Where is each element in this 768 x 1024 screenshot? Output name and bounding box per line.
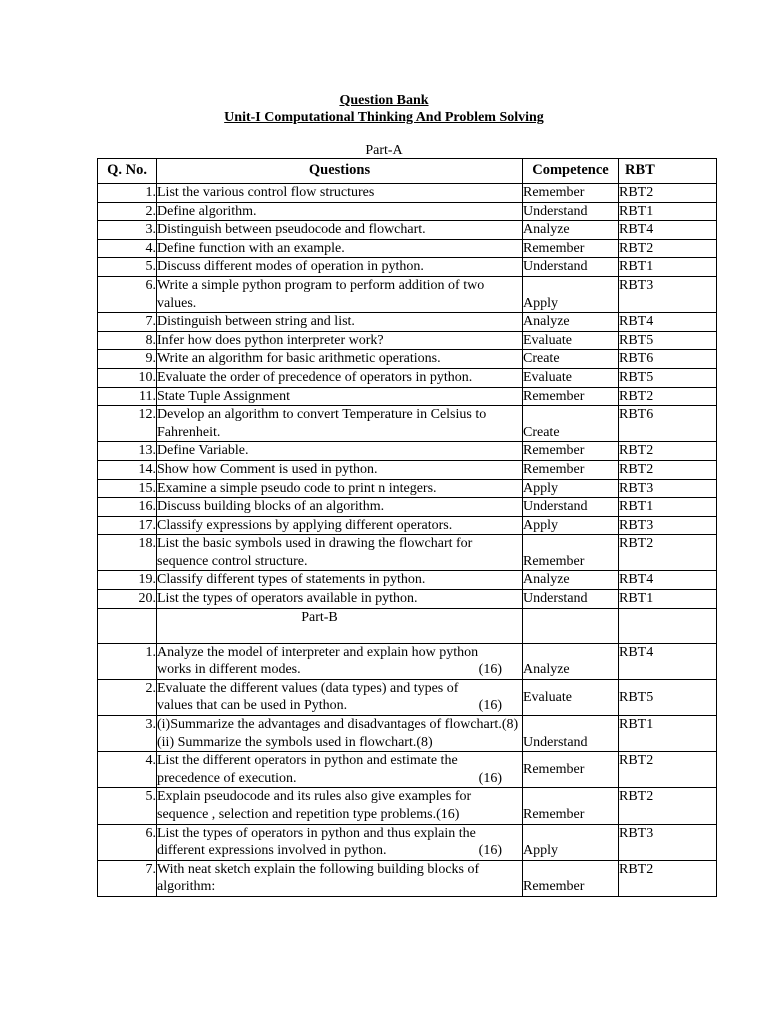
table-row [98, 239, 717, 258]
rbt-cell: RBT2 [619, 239, 717, 258]
competence-cell: Remember [523, 535, 619, 571]
table-row [98, 590, 717, 609]
marks: (16) [478, 770, 502, 786]
question-text [157, 752, 523, 788]
question-text: Show how Comment is used in python. [157, 460, 523, 479]
competence-cell: Understand [523, 258, 619, 277]
rbt-cell: RBT2 [619, 860, 717, 896]
table-row [98, 516, 717, 535]
question-text: Infer how does python interpreter work? [157, 331, 523, 350]
table-row [98, 313, 717, 332]
part-b-label: Part-B [301, 609, 338, 625]
question-number: 4. [98, 752, 157, 788]
question-number: 12. [98, 406, 157, 442]
table-row [98, 184, 717, 203]
competence-cell: Apply [523, 479, 619, 498]
competence-cell: Remember [523, 460, 619, 479]
question-number: 6. [98, 824, 157, 860]
competence-cell: Remember [523, 239, 619, 258]
rbt-cell: RBT1 [619, 202, 717, 221]
table-row [98, 571, 717, 590]
question-text: Discuss different modes of operation in python. [157, 258, 523, 277]
question-number: 8. [98, 331, 157, 350]
part-b-section [98, 608, 717, 643]
question-line [157, 842, 522, 860]
document-title: Question Bank [339, 93, 429, 108]
question-line [157, 878, 522, 896]
rbt-cell: RBT1 [619, 498, 717, 517]
question-number: 7. [98, 860, 157, 896]
table-row [98, 643, 717, 679]
question-text: Write an algorithm for basic arithmetic operations. [157, 350, 523, 369]
question-number: 11. [98, 387, 157, 406]
question-text: Write a simple python program to perform addition of two values. [157, 276, 523, 312]
question-line-text: values that can be used in Python. [157, 698, 348, 714]
table-row [98, 679, 717, 715]
table-row [98, 498, 717, 517]
column-header-no: Q. No. [98, 159, 157, 184]
question-line: List the types of operators in python and thus explain the [157, 825, 476, 841]
table-row [98, 350, 717, 369]
rbt-cell: RBT2 [619, 788, 717, 824]
column-header-question: Questions [157, 159, 523, 184]
question-text: Define algorithm. [157, 202, 523, 221]
rbt-cell: RBT5 [619, 368, 717, 387]
rbt-cell: RBT4 [619, 643, 717, 679]
question-line-text: algorithm: [157, 879, 216, 895]
competence-cell: Create [523, 350, 619, 369]
rbt-cell: RBT3 [619, 824, 717, 860]
question-line [157, 661, 522, 679]
competence-cell: Remember [523, 184, 619, 203]
question-table [97, 158, 717, 897]
document-subtitle: Unit-I Computational Thinking And Problem Solving [224, 110, 544, 125]
marks: (16) [478, 662, 502, 678]
column-header-rbt: RBT [619, 159, 717, 184]
question-number: 15. [98, 479, 157, 498]
question-line [157, 806, 522, 824]
table-row [98, 387, 717, 406]
question-line-text: works in different modes. [157, 662, 301, 678]
rbt-cell: RBT3 [619, 276, 717, 312]
competence-cell: Remember [523, 442, 619, 461]
rbt-cell: RBT1 [619, 590, 717, 609]
competence-cell: Remember [523, 788, 619, 824]
question-line: Evaluate the different values (data types) and types of [157, 680, 459, 696]
competence-cell: Understand [523, 716, 619, 752]
rbt-cell: RBT4 [619, 221, 717, 240]
question-line-text: different expressions involved in python. [157, 843, 387, 859]
question-text [157, 716, 523, 752]
rbt-cell: RBT4 [619, 313, 717, 332]
question-number: 7. [98, 313, 157, 332]
question-number: 2. [98, 679, 157, 715]
competence-cell: Analyze [523, 571, 619, 590]
competence-cell: Apply [523, 824, 619, 860]
competence-cell: Apply [523, 516, 619, 535]
competence-cell: Evaluate [523, 679, 619, 715]
competence-cell: Analyze [523, 221, 619, 240]
part-b-body [98, 643, 717, 896]
question-text: List the various control flow structures [157, 184, 523, 203]
question-text: Develop an algorithm to convert Temperature in Celsius to Fahrenheit. [157, 406, 523, 442]
question-text [157, 788, 523, 824]
question-line [157, 734, 522, 752]
question-text: Classify different types of statements in python. [157, 571, 523, 590]
table-row [98, 221, 717, 240]
table-row [98, 406, 717, 442]
question-number: 9. [98, 350, 157, 369]
question-number: 14. [98, 460, 157, 479]
question-text: List the types of operators available in python. [157, 590, 523, 609]
question-text [157, 679, 523, 715]
question-text: Distinguish between string and list. [157, 313, 523, 332]
question-number: 10. [98, 368, 157, 387]
question-number: 18. [98, 535, 157, 571]
competence-cell: Understand [523, 590, 619, 609]
question-text [157, 643, 523, 679]
rbt-cell: RBT2 [619, 442, 717, 461]
question-number: 19. [98, 571, 157, 590]
rbt-cell: RBT2 [619, 752, 717, 788]
part-b-header-row [98, 608, 717, 643]
question-text: Discuss building blocks of an algorithm. [157, 498, 523, 517]
question-number: 3. [98, 716, 157, 752]
question-line [157, 697, 522, 715]
competence-cell: Remember [523, 387, 619, 406]
competence-cell: Evaluate [523, 331, 619, 350]
question-number: 1. [98, 643, 157, 679]
rbt-cell: RBT2 [619, 535, 717, 571]
rbt-cell: RBT3 [619, 516, 717, 535]
question-number: 3. [98, 221, 157, 240]
question-text: Define function with an example. [157, 239, 523, 258]
rbt-cell: RBT3 [619, 479, 717, 498]
table-row [98, 276, 717, 312]
question-line: Explain pseudocode and its rules also give examples for [157, 789, 472, 805]
rbt-cell: RBT2 [619, 387, 717, 406]
question-line: List the different operators in python and estimate the [157, 753, 458, 769]
column-header-competence: Competence [523, 159, 619, 184]
question-text: Evaluate the order of precedence of operators in python. [157, 368, 523, 387]
competence-cell: Apply [523, 276, 619, 312]
question-text: Classify expressions by applying different operators. [157, 516, 523, 535]
part-a-body [98, 184, 717, 609]
question-line: (i)Summarize the advantages and disadvantages of flowchart.(8) [157, 717, 519, 733]
table-row [98, 788, 717, 824]
rbt-cell: RBT5 [619, 331, 717, 350]
table-row [98, 258, 717, 277]
rbt-cell: RBT2 [619, 460, 717, 479]
marks: (16) [478, 843, 502, 859]
rbt-cell: RBT4 [619, 571, 717, 590]
table-row [98, 460, 717, 479]
competence-cell: Understand [523, 202, 619, 221]
part-a-label: Part-A [365, 143, 403, 158]
question-text: Distinguish between pseudocode and flowchart. [157, 221, 523, 240]
competence-cell: Remember [523, 752, 619, 788]
question-line-text: (ii) Summarize the symbols used in flowchart.(8) [157, 734, 433, 750]
table-row [98, 535, 717, 571]
question-text: Define Variable. [157, 442, 523, 461]
competence-cell: Remember [523, 860, 619, 896]
competence-cell: Evaluate [523, 368, 619, 387]
rbt-cell: RBT5 [619, 679, 717, 715]
rbt-cell: RBT1 [619, 258, 717, 277]
question-text [157, 824, 523, 860]
question-number: 17. [98, 516, 157, 535]
question-line: Analyze the model of interpreter and explain how python [157, 644, 479, 660]
table-row [98, 331, 717, 350]
question-text: Examine a simple pseudo code to print n integers. [157, 479, 523, 498]
table-row [98, 860, 717, 896]
question-line-text: sequence , selection and repetition type problems.(16) [157, 807, 460, 822]
question-number: 20. [98, 590, 157, 609]
marks: (16) [478, 698, 502, 714]
table-row [98, 752, 717, 788]
table-row [98, 202, 717, 221]
rbt-cell: RBT2 [619, 184, 717, 203]
question-number: 4. [98, 239, 157, 258]
competence-cell: Understand [523, 498, 619, 517]
rbt-cell: RBT1 [619, 716, 717, 752]
question-text: List the basic symbols used in drawing the flowchart for sequence control structure. [157, 535, 523, 571]
question-line: With neat sketch explain the following building blocks of [157, 861, 480, 877]
table-row [98, 824, 717, 860]
table-row [98, 716, 717, 752]
table-row [98, 479, 717, 498]
rbt-cell: RBT6 [619, 350, 717, 369]
competence-cell: Analyze [523, 313, 619, 332]
table-header-row [98, 159, 717, 184]
table-row [98, 368, 717, 387]
question-number: 5. [98, 788, 157, 824]
competence-cell: Create [523, 406, 619, 442]
question-number: 5. [98, 258, 157, 277]
question-line-text: precedence of execution. [157, 770, 297, 786]
question-text: State Tuple Assignment [157, 387, 523, 406]
competence-cell: Analyze [523, 643, 619, 679]
table-row [98, 442, 717, 461]
rbt-cell: RBT6 [619, 406, 717, 442]
question-number: 6. [98, 276, 157, 312]
question-line [157, 770, 522, 788]
question-text [157, 860, 523, 896]
question-number: 16. [98, 498, 157, 517]
question-number: 13. [98, 442, 157, 461]
question-number: 2. [98, 202, 157, 221]
question-number: 1. [98, 184, 157, 203]
